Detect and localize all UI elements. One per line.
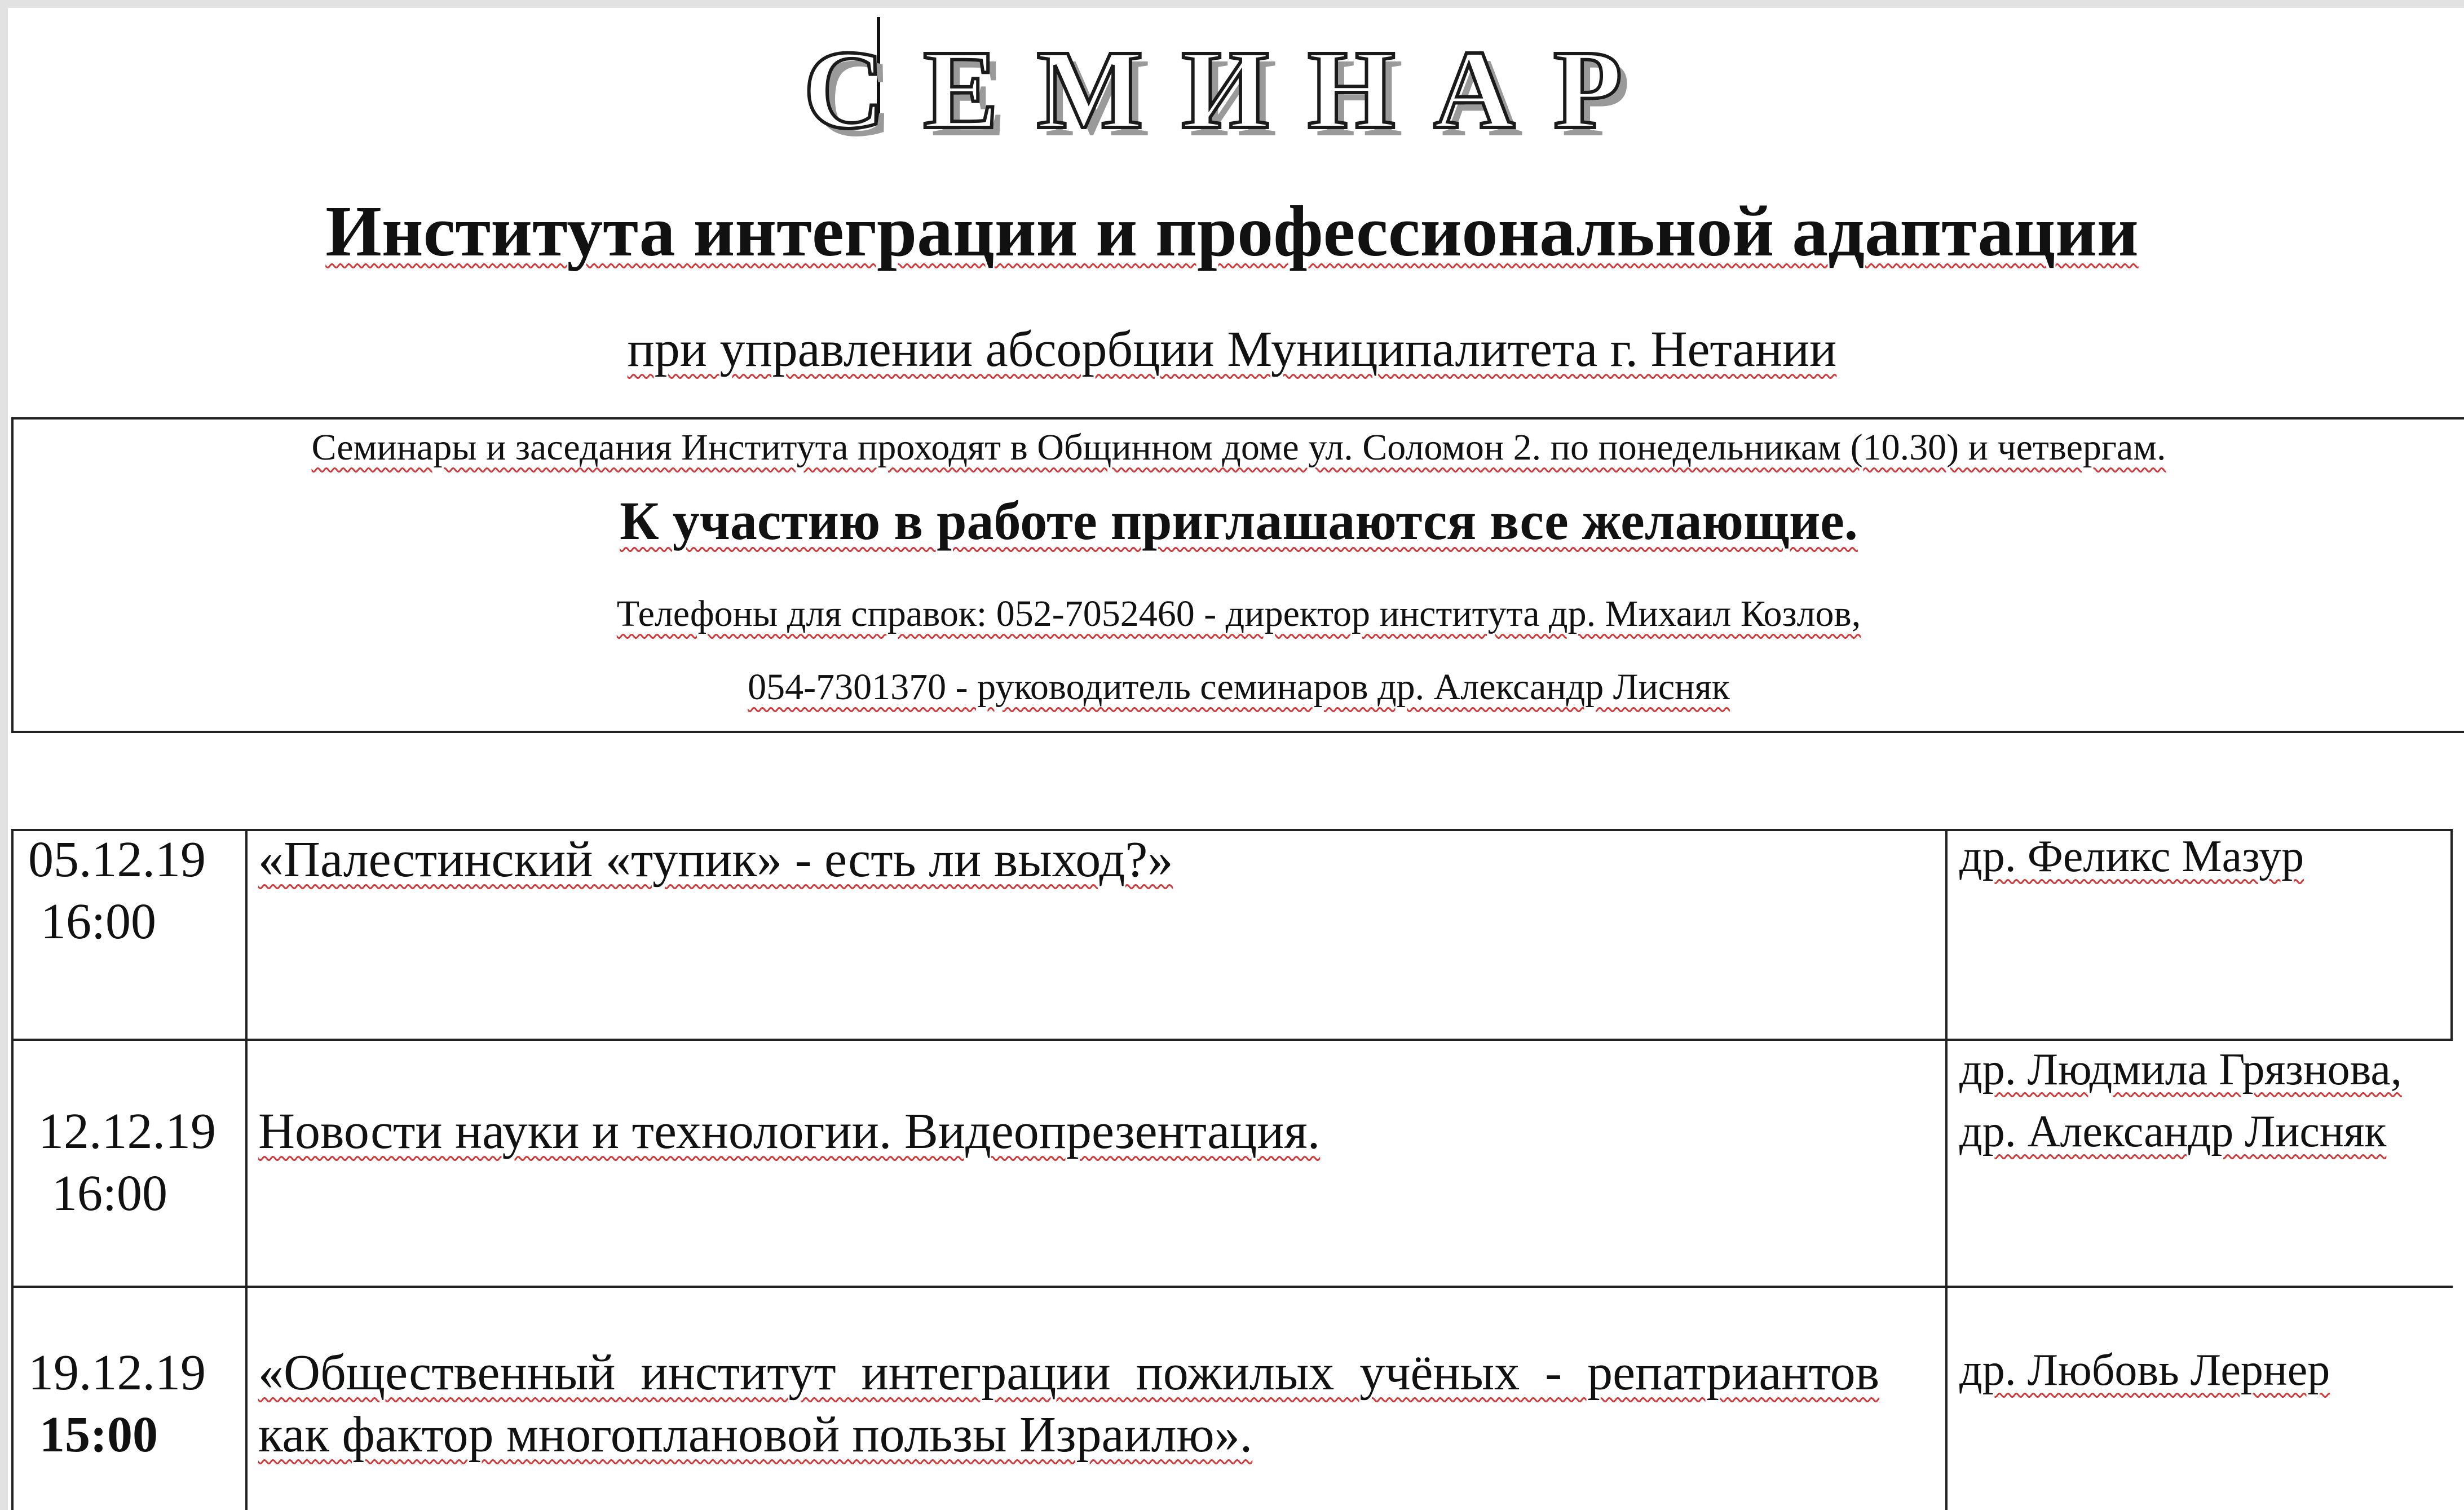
session-time: 16:00 xyxy=(52,1165,168,1221)
session-topic-cell xyxy=(258,1101,1950,1163)
session-date: 19.12.19 xyxy=(28,1345,206,1401)
session-topic: Новости науки и технологии. Видеопрезентация. xyxy=(258,1103,1321,1159)
phones-line-1 xyxy=(14,583,2464,645)
page-edge-top xyxy=(0,0,2464,8)
session-speaker: др. Любовь Лернер xyxy=(1959,1345,2330,1395)
session-topic-cell xyxy=(258,829,1950,891)
session-speaker: др. Феликс Мазур xyxy=(1959,832,2304,881)
session-topic-cell xyxy=(258,1342,1950,1466)
session-date: 05.12.19 xyxy=(28,832,206,888)
table-row xyxy=(11,1039,2453,1286)
session-topic-line: как фактор многоплановой пользы Израилю». xyxy=(258,1407,1253,1463)
session-speaker-cell xyxy=(1959,1039,2450,1163)
session-date: 12.12.19 xyxy=(38,1103,216,1159)
page-title: СЕМИНАР xyxy=(803,28,1661,152)
session-date-cell xyxy=(28,1342,262,1466)
table-row xyxy=(11,829,2453,1039)
info-box xyxy=(11,417,2464,733)
session-date-cell xyxy=(38,1101,272,1225)
session-speaker-cell xyxy=(1959,825,2450,888)
invitation xyxy=(14,482,2464,560)
session-speaker: др. Александр Лисняк xyxy=(1959,1107,2387,1156)
invitation-text: К участию в работе приглашаются все желающие. xyxy=(620,491,1858,551)
session-time: 16:00 xyxy=(41,894,157,950)
phones-line-2 xyxy=(14,656,2464,718)
institute-affiliation xyxy=(0,316,2464,383)
session-speaker: др. Людмила Грязнова, xyxy=(1959,1045,2402,1094)
schedule-table xyxy=(11,829,2453,1510)
schedule-note-text: Семинары и заседания Института проходят в Общинном доме ул. Соломон 2. по понедельникам (10.30) и четвергам. xyxy=(311,427,2166,468)
institute-name xyxy=(0,186,2464,276)
session-topic-line: «Общественный институт интеграции пожилых учёных - репатриантов xyxy=(258,1345,1880,1401)
session-topic: «Палестинский «тупик» - есть ли выход?» xyxy=(258,832,1173,888)
table-row xyxy=(11,1286,2453,1510)
institute-affiliation-text: при управлении абсорбции Муниципалитета г. Нетании xyxy=(627,321,1837,377)
session-date-cell xyxy=(28,829,262,953)
institute-name-text: Института интеграции и профессиональной адаптации xyxy=(325,191,2139,271)
session-speaker-cell xyxy=(1959,1339,2450,1401)
phones-line-1-text: Телефоны для справок: 052-7052460 - директор института др. Михаил Козлов, xyxy=(616,593,1861,634)
session-time: 15:00 xyxy=(39,1407,158,1463)
phones-line-2-text: 054-7301370 - руководитель семинаров др. Александр Лисняк xyxy=(748,666,1730,708)
schedule-note xyxy=(14,420,2464,476)
